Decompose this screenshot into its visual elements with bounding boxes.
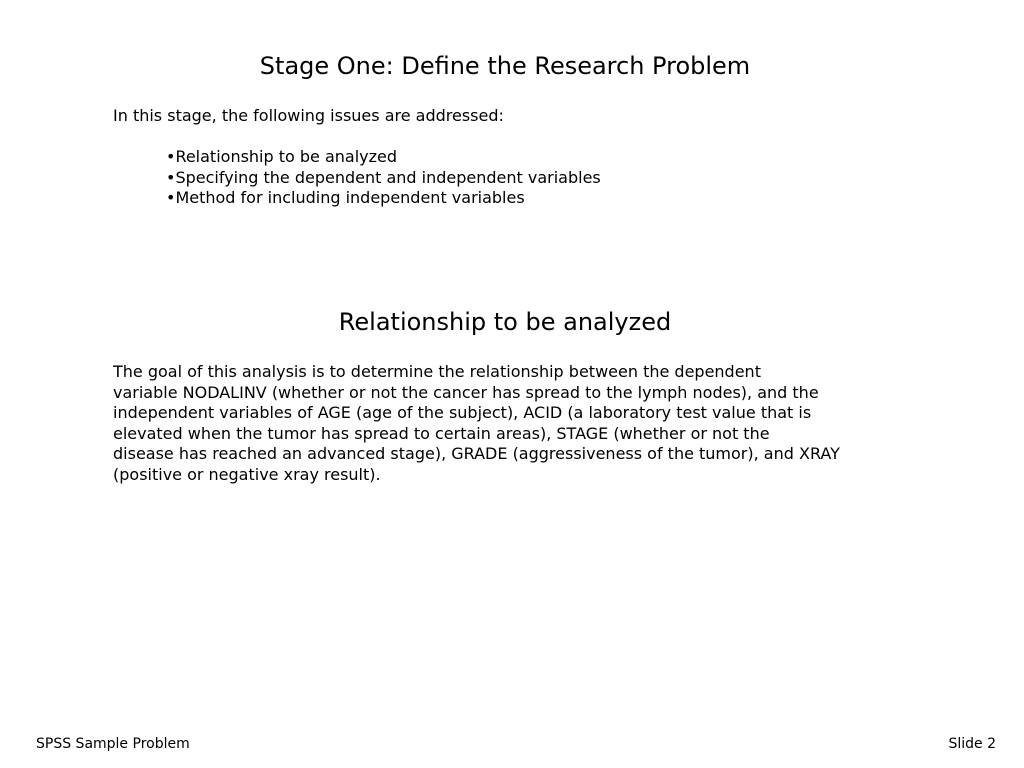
intro-text: In this stage, the following issues are addressed:	[113, 106, 504, 125]
slide-title: Stage One: Define the Research Problem	[259, 52, 751, 80]
list-item: •Relationship to be analyzed	[166, 147, 398, 166]
section-heading: Relationship to be analyzed	[338, 308, 672, 336]
list-item: •Specifying the dependent and independent variables	[166, 167, 601, 187]
footer-presentation-title: SPSS Sample Problem	[36, 736, 190, 752]
issues-list	[166, 147, 601, 209]
paragraph-line: variable NODALINV (whether or not the cancer has spread to the lymph nodes), and the	[113, 382, 819, 402]
footer-slide-number: Slide 2	[948, 736, 996, 752]
paragraph-line: disease has reached an advanced stage), GRADE (aggressiveness of the tumor), and XRAY	[113, 444, 840, 463]
list-item: •Method for including independent variables	[166, 188, 525, 207]
paragraph-line: elevated when the tumor has spread to certain areas), STAGE (whether or not the	[113, 423, 770, 443]
paragraph-line: independent variables of AGE (age of the subject), ACID (a laboratory test value that is	[113, 403, 812, 422]
paragraph-line: The goal of this analysis is to determine the relationship between the dependent	[113, 362, 761, 381]
body-paragraph	[113, 362, 913, 485]
paragraph-line: (positive or negative xray result).	[113, 464, 381, 484]
